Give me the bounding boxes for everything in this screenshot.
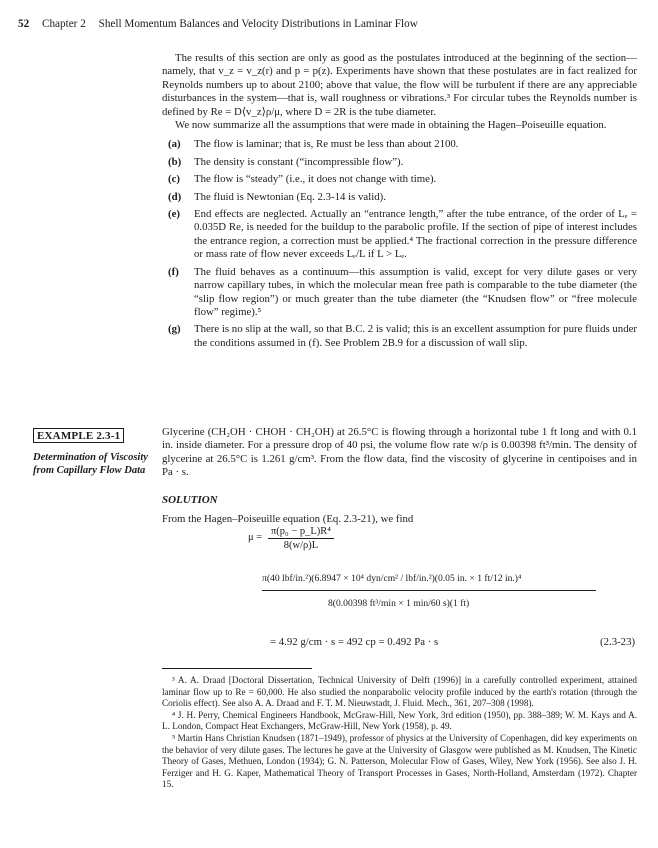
assumption-text: The density is constant (“incompressible flow”). <box>194 155 404 168</box>
example-label: EXAMPLE 2.3-1 <box>33 428 124 443</box>
footnote-5: ⁵ Martin Hans Christian Knudsen (1871–1949), professor of physics at the University of Copenhagen, did key experiments on the behavior of very dilute gases. The lectures he gave at the University of Glasgow were published as M. Knudsen, The Kinetic Theory of Gases, Methuen, London (1934); G. N. Patterson, Molecular Flow of Gases, Wiley, New York (1956). See also J. H. Ferziger and H. G. Kaper, Mathematical Theory of Transport Processes in Gases, North-Holland, Amsterdam (1972). Chapter 15. <box>162 732 637 790</box>
assumption-text: The flow is “steady” (i.e., it does not change with time). <box>194 173 437 186</box>
example-title: Determination of Viscosity from Capillary Flow Data <box>33 452 148 476</box>
assumption-item <box>162 173 637 186</box>
solution-heading: SOLUTION <box>162 494 218 506</box>
example-text: Glycerine (CH₂OH · CHOH · CH₂OH) at 26.5°C is flowing through a horizontal tube 1 ft long and with 0.1 in. inside diameter. For a pressure drop of 40 psi, the volume flow rate w/ρ is 0.00398 ft³/min. The density of glycerine at 26.5°C is 1.261 g/cm³. From the flow data, find the viscosity of glycerine in centipoises and in Pa · s. <box>162 426 637 479</box>
equation-number: (2.3-23) <box>600 636 636 648</box>
equation-1-denominator: 8(w/ρ)L <box>283 540 319 551</box>
assumption-item <box>162 191 637 204</box>
assumption-label: (c) <box>168 173 180 186</box>
footnote-rule <box>162 668 312 669</box>
page-number: 52 <box>18 18 30 30</box>
assumption-text: The fluid is Newtonian (Eq. 2.3-14 is valid). <box>194 190 386 203</box>
footnotes <box>162 675 637 791</box>
assumption-list <box>162 138 637 350</box>
assumption-label: (f) <box>168 265 179 278</box>
assumption-text: The flow is laminar; that is, Re must be less than about 2100. <box>194 138 459 151</box>
assumption-item <box>162 138 637 151</box>
chapter-label: Chapter 2 <box>41 18 86 30</box>
footnote-3: ³ A. A. Draad [Doctoral Dissertation, Technical University of Delft (1996)] in a carefully controlled experiment, attained laminar flow up to Re = 60,000. He also studied the nonparabolic velocity profile induced by the earth's rotation (through the Coriolis effect). See also A. A. Draad and F. T. M. Nieuwstadt, J. Fluid. Mech., 361, 207–308 (1998). <box>162 675 637 709</box>
footnote-4: ⁴ J. H. Perry, Chemical Engineers Handbook, McGraw-Hill, New York, 3rd edition (1950), pp. 388–389; W. M. Kays and A. L. London, Compact Heat Exchangers, McGraw-Hill, New York (1958), p. 49. <box>162 709 637 732</box>
paragraph-summary: We now summarize all the assumptions that were made in obtaining the Hagen–Poiseuille equation. <box>175 119 607 132</box>
assumption-item <box>162 266 637 320</box>
example-sidebar <box>33 426 153 477</box>
assumption-text: End effects are neglected. Actually an “entrance length,” after the tube entrance, of the order of Lₑ = 0.035D Re, is needed for the buildup to the parabolic profile. If the section of pipe of interest includes the entrance region, a correction must be applied.⁴ The fractional correction in the pressure difference or mass rate of flow never exceeds Lₑ/L if L > Lₑ. <box>194 208 637 261</box>
equation-mu: μ = <box>248 532 263 543</box>
equation-result: = 4.92 g/cm · s = 492 cp = 0.492 Pa · s <box>270 636 439 648</box>
assumption-text: There is no slip at the wall, so that B.C. 2 is valid; this is an excellent assumption for pure fluids under the conditions assumed in (f). See Problem 2B.9 for a discussion of wall slip. <box>194 323 637 349</box>
assumption-item <box>162 156 637 169</box>
assumption-label: (d) <box>168 190 182 203</box>
assumption-text: The fluid behaves as a continuum—this assumption is valid, except for very dilute gases or very narrow capillary tubes, in which the molecular mean free path is comparable to the tube diameter (the “slip flow region”) or much greater than the tube diameter (the “Knudsen flow” or “free molecule flow” regime).⁵ <box>194 265 637 318</box>
fraction-bar <box>262 590 596 591</box>
assumption-item <box>162 208 637 262</box>
solution-intro: From the Hagen–Poiseuille equation (Eq. 2.3-21), we find <box>162 513 414 525</box>
page-header <box>18 18 638 30</box>
equation-fraction-1 <box>268 526 334 551</box>
running-title: Shell Momentum Balances and Velocity Distributions in Laminar Flow <box>98 18 418 30</box>
equation-2-numerator: π(40 lbf/in.²)(6.8947 × 10⁴ dyn/cm² / lbf/in.²)(0.05 in. × 1 ft/12 in.)⁴ <box>262 573 522 584</box>
main-text <box>162 52 637 354</box>
assumption-label: (a) <box>168 138 181 151</box>
assumption-label: (b) <box>168 155 182 168</box>
equation-2-denominator: 8(0.00398 ft³/min × 1 min/60 s)(1 ft) <box>328 598 470 609</box>
assumption-item <box>162 323 637 350</box>
assumption-label: (g) <box>168 323 181 336</box>
assumption-label: (e) <box>168 208 180 221</box>
equation-1-numerator: π(p₀ − p_L)R⁴ <box>268 526 334 539</box>
paragraph-postulates: The results of this section are only as good as the postulates introduced at the beginning of the section—namely, that v_z = v_z(r) and p = p(z). Experiments have shown that these postulates are in fact realized for Reynolds numbers up to about 2100; above that value, the flow will be turbulent if there are any appreciable disturbances in the system—that is, wall roughness or vibrations.³ For circular tubes the Reynolds number is defined by Re = D⟨v_z⟩ρ/μ, where D = 2R is the tube diameter. <box>162 52 637 118</box>
